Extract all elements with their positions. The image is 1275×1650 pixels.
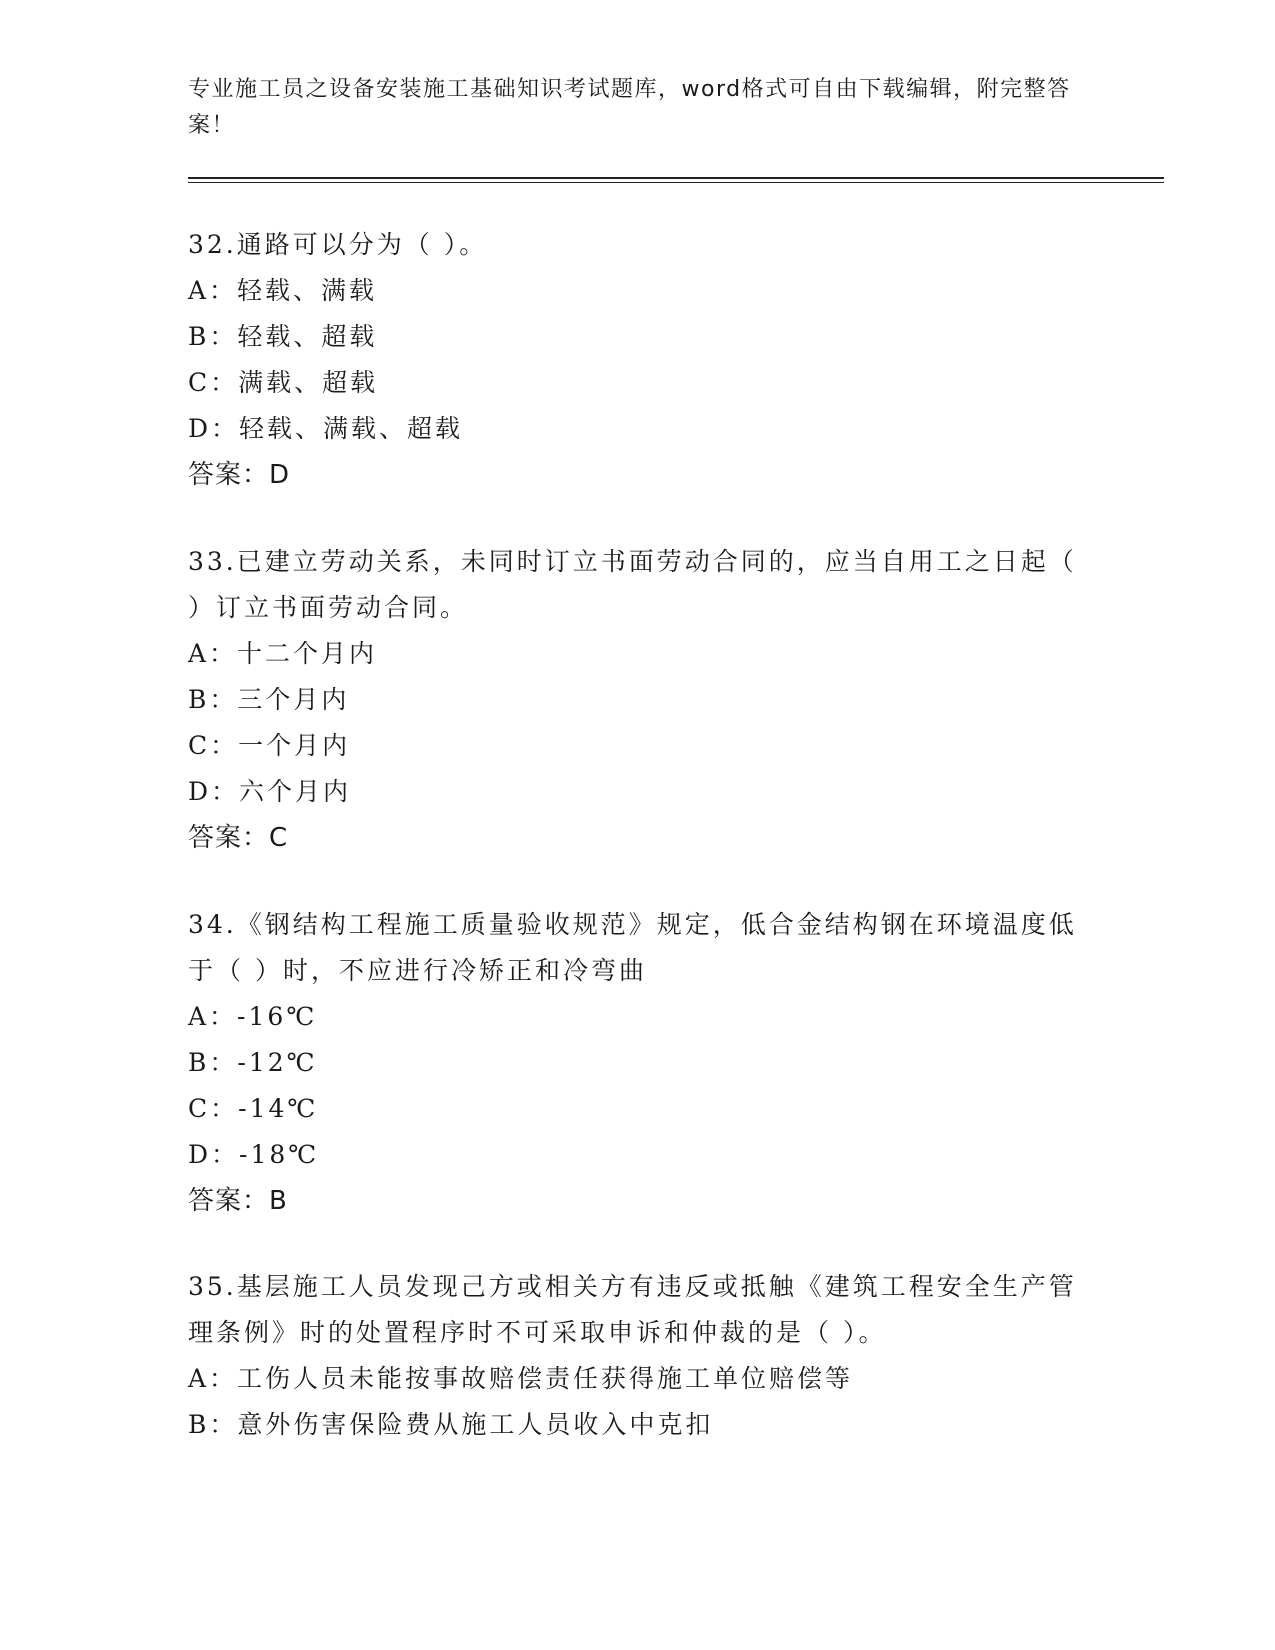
answer: 答案：C <box>188 823 289 853</box>
question-stem: 35.基层施工人员发现己方或相关方有违反或抵触《建筑工程安全生产管理条例》时的处置程序时不可采取申诉和仲裁的是（ ）。 <box>188 1272 1077 1347</box>
option-a: A：十二个月内 <box>188 639 378 668</box>
question-33 <box>188 539 1088 861</box>
option-d: D：六个月内 <box>188 777 352 806</box>
option-b: B：-12℃ <box>188 1048 318 1077</box>
option-b: B：三个月内 <box>188 685 350 714</box>
option-d: D：-18℃ <box>188 1140 320 1169</box>
option-c: C：满载、超载 <box>188 368 379 397</box>
option-a: A：工伤人员未能按事故赔偿责任获得施工单位赔偿等 <box>188 1364 854 1393</box>
document-header-description: 专业施工员之设备安装施工基础知识考试题库，word格式可自由下载编辑，附完整答案！ <box>188 77 1071 138</box>
option-c: C：-14℃ <box>188 1094 319 1123</box>
option-b: B：意外伤害保险费从施工人员收入中克扣 <box>188 1410 714 1439</box>
answer: 答案：B <box>188 1186 288 1216</box>
header-divider <box>188 177 1164 179</box>
question-stem: 34.《钢结构工程施工质量验收规范》规定，低合金结构钢在环境温度低于（ ）时，不应进行冷矫正和冷弯曲 <box>188 910 1077 985</box>
question-35 <box>188 1264 1088 1448</box>
question-32 <box>188 222 1088 498</box>
header-divider-thin <box>188 182 1164 183</box>
question-stem: 33.已建立劳动关系，未同时订立书面劳动合同的，应当自用工之日起（ ）订立书面劳动合同。 <box>188 547 1077 622</box>
question-34 <box>188 902 1088 1224</box>
option-a: A：-16℃ <box>188 1002 318 1031</box>
option-b: B：轻载、超载 <box>188 322 378 351</box>
option-c: C：一个月内 <box>188 731 351 760</box>
option-a: A：轻载、满载 <box>188 276 378 305</box>
option-d: D：轻载、满载、超载 <box>188 414 464 443</box>
question-stem: 32.通路可以分为（ ）。 <box>188 230 488 259</box>
answer: 答案：D <box>188 460 291 490</box>
